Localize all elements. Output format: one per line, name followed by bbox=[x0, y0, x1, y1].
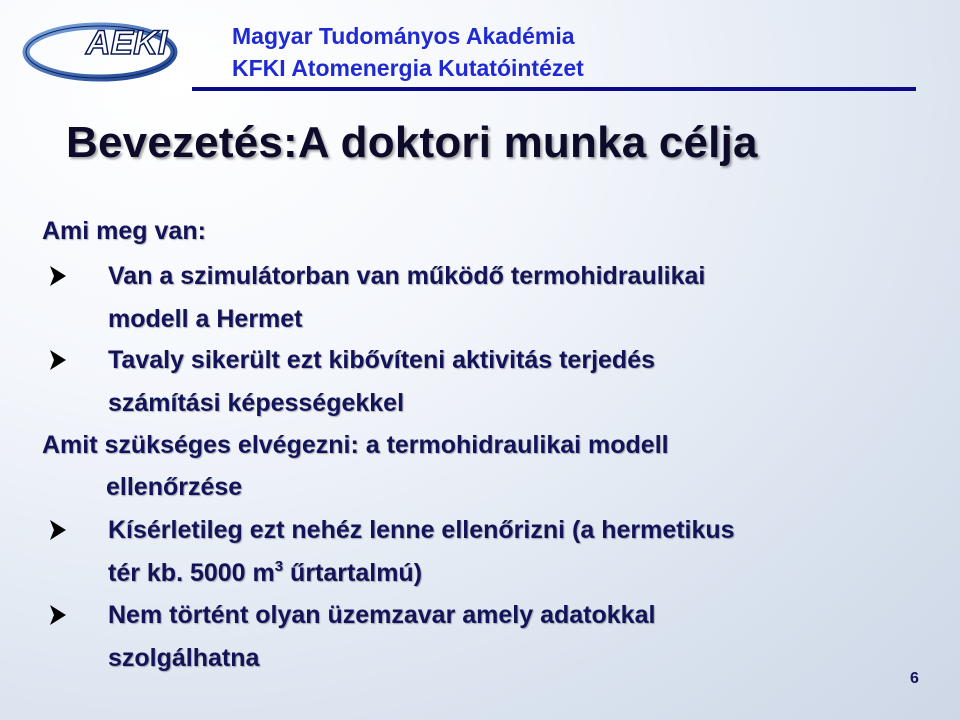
section-heading-2-line-2: ellenőrzése bbox=[106, 473, 243, 501]
arrow-bullet-icon bbox=[48, 595, 80, 635]
institution-line-2: KFKI Atomenergia Kutatóintézet bbox=[232, 55, 584, 81]
svg-text:AEKI: AEKI bbox=[86, 24, 168, 62]
section-heading-2: Amit szükséges elvégezni: a termohidraulikai modell bbox=[42, 431, 669, 459]
slide-title: Bevezetés:A doktori munka célja bbox=[66, 118, 758, 167]
bullet-3-line-2-pre: tér kb. 5000 m bbox=[108, 559, 275, 587]
bullet-1-line-2: modell a Hermet bbox=[108, 305, 303, 333]
bullet-3-line-1: Kísérletileg ezt nehéz lenne ellenőrizni (a hermetikus bbox=[108, 516, 735, 544]
aeki-logo bbox=[22, 14, 212, 82]
institution-block bbox=[232, 20, 584, 84]
institution-line-1: Magyar Tudományos Akadémia bbox=[232, 23, 575, 49]
bullet-3-line-2-post: űrtartalmú) bbox=[283, 559, 423, 587]
bullet-4-line-1: Nem történt olyan üzemzavar amely adatokkal bbox=[108, 601, 656, 629]
bullet-1-line-1: Van a szimulátorban van működő termohidraulikai bbox=[108, 262, 706, 290]
section-heading-1: Ami meg van: bbox=[42, 217, 206, 245]
bullet-4-line-2: szolgálhatna bbox=[108, 644, 260, 672]
bullet-3-line-2 bbox=[108, 553, 422, 593]
arrow-bullet-icon bbox=[48, 256, 80, 296]
arrow-bullet-icon bbox=[48, 510, 80, 550]
bullet-2-line-1: Tavaly sikerült ezt kibővíteni aktivitás terjedés bbox=[108, 346, 655, 374]
header-divider bbox=[192, 87, 916, 91]
arrow-bullet-icon bbox=[48, 340, 80, 380]
superscript-3: 3 bbox=[274, 558, 284, 575]
page-number: 6 bbox=[910, 670, 919, 687]
bullet-2-line-2: számítási képességekkel bbox=[108, 389, 405, 417]
